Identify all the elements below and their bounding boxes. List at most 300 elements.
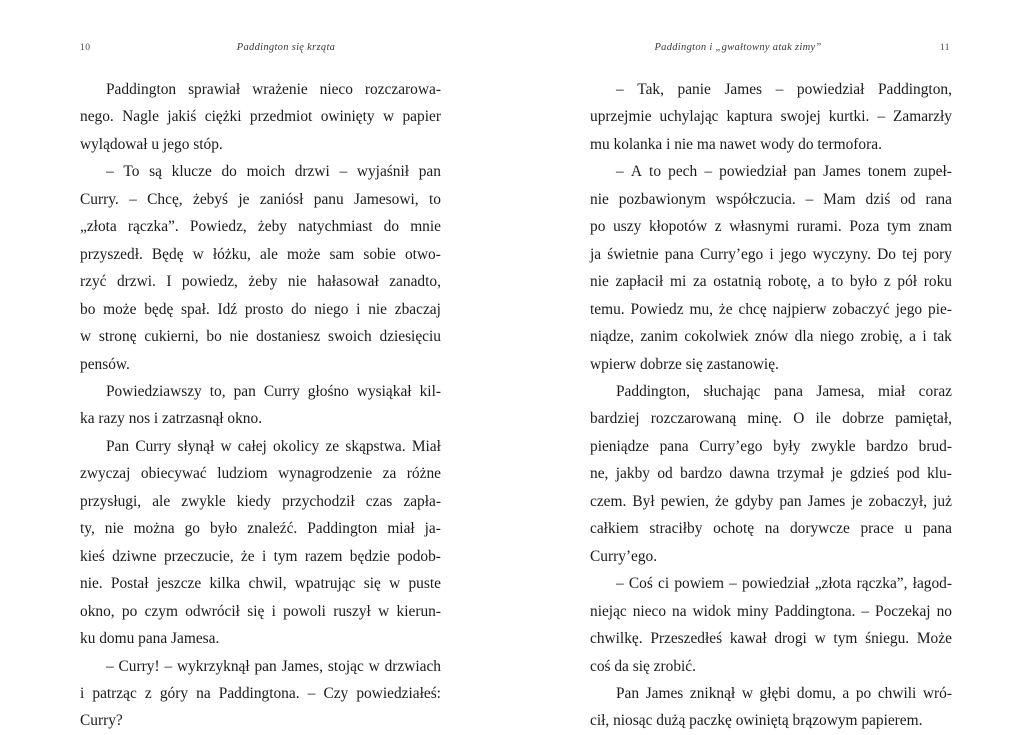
text-line — [80, 76, 441, 103]
word: jego — [779, 245, 807, 263]
word: były — [773, 437, 801, 455]
word: powiem — [674, 575, 724, 593]
word: pana — [664, 245, 694, 263]
left-page — [0, 0, 512, 729]
word: pieniądze — [590, 437, 649, 455]
word: ostatnią — [713, 273, 762, 291]
text-line — [590, 296, 952, 323]
word: Paddington, — [616, 382, 690, 400]
word: drzwi — [294, 163, 330, 181]
text-line — [80, 186, 441, 213]
word: w — [192, 245, 204, 263]
text-line — [590, 515, 952, 542]
word: wynagrodzenie — [278, 465, 373, 483]
word: miny — [736, 602, 769, 620]
text-line — [80, 158, 441, 185]
word: góry — [159, 684, 189, 702]
word: panie — [677, 81, 711, 98]
word: dla — [794, 328, 814, 346]
word: zwykle — [811, 437, 856, 455]
word: żeby — [248, 273, 278, 291]
word: ciężki — [204, 108, 242, 126]
word: do — [383, 218, 400, 236]
word: mu, — [689, 300, 713, 318]
word: znów — [754, 328, 789, 346]
word: dostaniesz — [256, 328, 321, 346]
word: ale — [152, 492, 171, 510]
text-line — [590, 158, 952, 185]
text-line: Curry? — [80, 712, 123, 730]
text-line — [80, 213, 441, 240]
word: tej — [902, 245, 918, 263]
word: najpierw — [772, 300, 827, 318]
word: natychmiast — [298, 218, 373, 236]
paragraph — [80, 433, 441, 653]
left-page-running-title: Paddington się krząta — [236, 42, 336, 53]
word: swojej — [780, 108, 821, 126]
word: i — [271, 602, 276, 620]
word: i — [769, 245, 774, 263]
word: w — [378, 602, 390, 620]
word: przysługi, — [80, 492, 142, 510]
word: zanadto, — [389, 273, 441, 291]
paragraph — [590, 570, 952, 680]
text-line — [590, 268, 952, 295]
word: prace — [860, 520, 894, 538]
word: miał — [387, 520, 415, 538]
word: cokolwiek — [684, 328, 749, 346]
word: zapła- — [403, 492, 441, 510]
word: nie — [590, 273, 609, 291]
word: zobaczyć — [832, 300, 890, 318]
right-page-running-title: Paddington i „gwałtowny atak zimy” — [654, 42, 822, 53]
text-line — [80, 241, 441, 268]
word: zrobię, — [860, 328, 903, 346]
word: z — [714, 218, 722, 236]
word: Przeszedłeś — [650, 630, 723, 648]
word: łóżku, — [212, 245, 251, 263]
word: Powiedz — [630, 300, 684, 318]
word: go — [184, 520, 200, 538]
word: zwykle — [181, 492, 226, 510]
text-line — [80, 378, 441, 405]
word: zobaczył, — [868, 492, 928, 510]
word: kil- — [419, 382, 441, 400]
word: ja- — [424, 520, 441, 538]
word: głębi — [759, 684, 791, 702]
word: współczucia. — [715, 190, 796, 208]
text-line — [590, 598, 952, 625]
word: – — [729, 575, 737, 593]
word: słuchając — [703, 382, 761, 400]
word: gdzieś — [849, 465, 890, 483]
word: niego — [314, 300, 349, 318]
word: papier — [402, 108, 441, 126]
word: prosto — [244, 300, 284, 318]
word: Paddingtona. — [774, 602, 856, 620]
word: – — [861, 602, 870, 620]
word: domu, — [796, 684, 836, 702]
word: Postał — [110, 575, 149, 593]
word: żeby — [257, 218, 287, 236]
word: Do — [877, 245, 896, 263]
word: rzyć — [80, 273, 107, 291]
word: na — [764, 520, 780, 538]
word: to, — [209, 382, 226, 400]
word: to — [831, 273, 844, 291]
word: Paddington, — [877, 81, 952, 98]
paragraph — [590, 680, 952, 735]
word: pech — [668, 163, 698, 181]
word: James — [645, 684, 684, 702]
word: pan — [779, 492, 802, 510]
word: rączka”, — [856, 575, 908, 593]
text-line: cił, niosąc dużą paczkę owiniętą brązowym papierem. — [590, 712, 923, 730]
word: Miał — [411, 437, 441, 455]
text-line — [80, 268, 441, 295]
word: może — [103, 300, 137, 318]
word: w — [368, 657, 380, 675]
word: rozczarowa- — [364, 81, 441, 98]
word: Pan — [616, 684, 640, 702]
word: sprawiał — [188, 81, 241, 98]
word: bardzo — [680, 465, 723, 483]
word: O — [793, 410, 805, 428]
text-line: coś da się zrobić. — [590, 657, 696, 675]
word: trzymał — [776, 465, 824, 483]
word: tym — [886, 218, 911, 236]
word: I — [166, 273, 172, 291]
word: bardziej — [590, 410, 640, 428]
paragraph — [80, 653, 441, 735]
word: straciłby — [649, 520, 703, 538]
word: u — [904, 520, 913, 538]
word: ci — [658, 575, 670, 593]
word: tym — [273, 547, 298, 565]
word: James, — [281, 657, 324, 675]
word: może — [287, 245, 321, 263]
word: całej — [237, 437, 267, 455]
word: swoich — [328, 328, 372, 346]
word: tonem — [867, 163, 907, 181]
word: wyczyny. — [812, 245, 871, 263]
word: owinięty — [320, 108, 375, 126]
left-page-folio: 10 — [80, 43, 91, 53]
word: pół — [897, 273, 918, 291]
word: a — [842, 684, 850, 702]
word: że — [718, 300, 733, 318]
word: Paddington — [307, 520, 378, 538]
word: To — [123, 163, 140, 181]
word: całkiem — [590, 520, 639, 538]
word: sam — [329, 245, 355, 263]
word: roku — [923, 273, 952, 291]
word: jeszcze — [156, 575, 202, 593]
word: chwil, — [248, 575, 287, 593]
word: Paddington — [106, 81, 177, 98]
word: się — [247, 602, 265, 620]
word: Pan — [106, 437, 130, 455]
text-line — [80, 543, 441, 570]
left-page-text-block — [80, 76, 441, 735]
word: na — [196, 684, 211, 702]
word: nieco — [632, 602, 667, 620]
word: Paddingtona. — [218, 684, 300, 702]
word: nie — [368, 300, 388, 318]
word: rurami. — [796, 218, 842, 236]
word: tym — [833, 630, 858, 648]
word: mi — [670, 273, 687, 291]
word: James — [807, 492, 846, 510]
word: pana — [773, 382, 803, 400]
word: Mam — [823, 190, 856, 208]
text-line: pensów. — [80, 355, 130, 373]
text-line: mu kolanka i nie ma nawet wody do termofora. — [590, 135, 882, 153]
word: świetnie — [607, 245, 659, 263]
word: – — [164, 657, 173, 675]
word: James — [823, 163, 861, 181]
paragraph — [80, 158, 441, 378]
text-line — [590, 570, 952, 597]
text-line — [590, 241, 952, 268]
text-line — [590, 378, 952, 405]
word: że — [715, 492, 729, 510]
word: Czy — [323, 684, 349, 702]
word: śniegu. — [865, 630, 910, 648]
paragraph — [80, 378, 441, 433]
word: bo — [206, 328, 222, 346]
word: z — [144, 684, 152, 702]
word: już — [933, 492, 952, 510]
word: je — [238, 190, 250, 208]
word: wyjaśnił — [356, 163, 410, 181]
word: słynął — [177, 437, 215, 455]
word: i — [356, 300, 361, 318]
word: panu — [313, 190, 344, 208]
word: ile — [815, 410, 831, 428]
text-line: wpierw dobrze się zastanowię. — [590, 355, 779, 373]
word: przeczucie, — [163, 547, 234, 565]
text-line — [590, 76, 952, 103]
word: dziesięciu — [379, 328, 441, 346]
word: różne — [406, 465, 441, 483]
word: a — [909, 328, 916, 346]
word: drzwiach — [384, 657, 441, 675]
word: tak — [933, 328, 952, 346]
word: Tak, — [637, 81, 664, 98]
word: pan — [233, 382, 256, 400]
word: i — [261, 547, 267, 565]
word: puste — [408, 575, 441, 593]
word: i — [80, 684, 85, 702]
word: Idź — [217, 300, 238, 318]
word: Coś — [628, 575, 653, 593]
word: nie — [287, 273, 307, 291]
word: rozczarowaną — [650, 410, 737, 428]
word: powiedz, — [181, 273, 238, 291]
word: ludziom — [217, 465, 268, 483]
word: Curry’ego — [699, 245, 764, 263]
word: dziwne — [112, 547, 157, 565]
word: ne, — [590, 465, 609, 483]
word: powiedziałeś: — [356, 684, 441, 702]
word: pana — [659, 437, 689, 455]
word: sobie — [363, 245, 396, 263]
word: Poczekaj — [875, 602, 931, 620]
word: jego — [895, 300, 923, 318]
word: pewien, — [660, 492, 709, 510]
word: po — [855, 684, 872, 702]
word: powiedział — [742, 575, 810, 593]
word: okno, — [80, 602, 115, 620]
word: pan — [793, 163, 816, 181]
word: zapłacił — [615, 273, 664, 291]
word: spał. — [181, 300, 210, 318]
word: to — [428, 190, 441, 208]
word: będzie — [349, 547, 390, 565]
word: A — [630, 163, 642, 181]
word: Curry — [135, 437, 172, 455]
word: razem — [304, 547, 343, 565]
word: – — [616, 163, 624, 181]
word: można — [133, 520, 175, 538]
word: dawna — [729, 465, 770, 483]
text-line — [80, 653, 441, 680]
word: kieś — [80, 547, 105, 565]
word: łagod- — [912, 575, 952, 593]
word: Nagle — [122, 108, 159, 126]
word: nie. — [80, 575, 103, 593]
word: otwo- — [404, 245, 441, 263]
word: ale — [260, 245, 278, 263]
word: Poza — [849, 218, 880, 236]
paragraph — [590, 158, 952, 378]
word: Curry. — [80, 190, 119, 208]
word: do — [291, 300, 307, 318]
word: je — [851, 492, 863, 510]
word: klucze — [171, 163, 212, 181]
right-page-text-block — [590, 76, 952, 735]
right-page — [512, 0, 1024, 729]
text-line — [590, 103, 952, 130]
right-page-folio: 11 — [939, 43, 950, 53]
word: uprzejmie — [590, 108, 652, 126]
word: będę — [144, 300, 174, 318]
word: czem. — [590, 492, 627, 510]
word: – — [106, 163, 114, 181]
text-line — [590, 186, 952, 213]
word: kawał — [729, 630, 767, 648]
word: w — [80, 328, 92, 346]
word: w — [389, 575, 401, 593]
word: wrażenie — [252, 81, 308, 98]
word: znaleźć. — [247, 520, 298, 538]
word: dorywcze — [789, 520, 850, 538]
word: wró- — [922, 684, 952, 702]
word: James — [724, 81, 763, 98]
word: – — [704, 163, 713, 181]
word: zbaczaj — [394, 300, 441, 318]
word: za — [382, 465, 397, 483]
word: zanim — [640, 328, 679, 346]
word: stronę — [98, 328, 137, 346]
word: kaptura — [726, 108, 773, 126]
word: uszy — [613, 218, 642, 236]
word: nie — [104, 520, 124, 538]
text-line — [80, 103, 441, 130]
word: – — [616, 575, 624, 593]
word: okolicy — [273, 437, 320, 455]
word: ochotę — [713, 520, 755, 538]
word: minę. — [747, 410, 783, 428]
word: ruszył — [333, 602, 371, 620]
word: mnie — [410, 218, 441, 236]
text-line — [590, 488, 952, 515]
word: gdyby — [734, 492, 774, 510]
word: pan — [254, 657, 277, 675]
word: – — [339, 163, 348, 181]
word: żebyś — [192, 190, 229, 208]
word: w — [220, 437, 232, 455]
word: „złota — [814, 575, 852, 593]
word: wpatrując — [294, 575, 356, 593]
word: kiedy — [236, 492, 271, 510]
text-line: Curry’ego. — [590, 547, 658, 565]
text-line — [80, 488, 441, 515]
word: nie — [590, 190, 609, 208]
word: kilka — [209, 575, 241, 593]
word: drzwi. — [116, 273, 156, 291]
word: w — [814, 630, 826, 648]
word: od — [900, 190, 916, 208]
word: bo — [80, 300, 96, 318]
word: się — [363, 575, 381, 593]
word: Jamesa, — [816, 382, 865, 400]
word: nieco — [319, 81, 353, 98]
word: Curry — [263, 382, 300, 400]
word: Zamarzły — [893, 108, 952, 126]
text-line: wylądował u jego stóp. — [80, 135, 223, 153]
word: cukierni, — [144, 328, 199, 346]
word: w — [382, 108, 395, 126]
word: przyszedł. — [80, 245, 143, 263]
word: nie — [229, 328, 249, 346]
text-line — [80, 460, 441, 487]
word: Powiedziawszy — [106, 382, 202, 400]
word: są — [149, 163, 162, 181]
word: bardzo — [866, 437, 909, 455]
word: obiecywać — [140, 465, 207, 483]
text-line — [80, 680, 441, 707]
word: pan — [418, 163, 441, 181]
word: ja — [590, 245, 602, 263]
word: od — [657, 465, 673, 483]
word: powiedział — [719, 163, 787, 181]
word: czym — [144, 602, 178, 620]
word: Chcę, — [147, 190, 183, 208]
word: no — [936, 602, 952, 620]
word: miał — [877, 382, 906, 400]
text-line — [590, 433, 952, 460]
word: robotę, — [767, 273, 811, 291]
word: „złota — [80, 218, 117, 236]
word: pamiętał, — [895, 410, 952, 428]
word: niejąc — [590, 602, 627, 620]
word: kurtki. — [828, 108, 870, 126]
word: – — [106, 657, 114, 675]
text-line — [590, 405, 952, 432]
word: – — [129, 190, 137, 208]
